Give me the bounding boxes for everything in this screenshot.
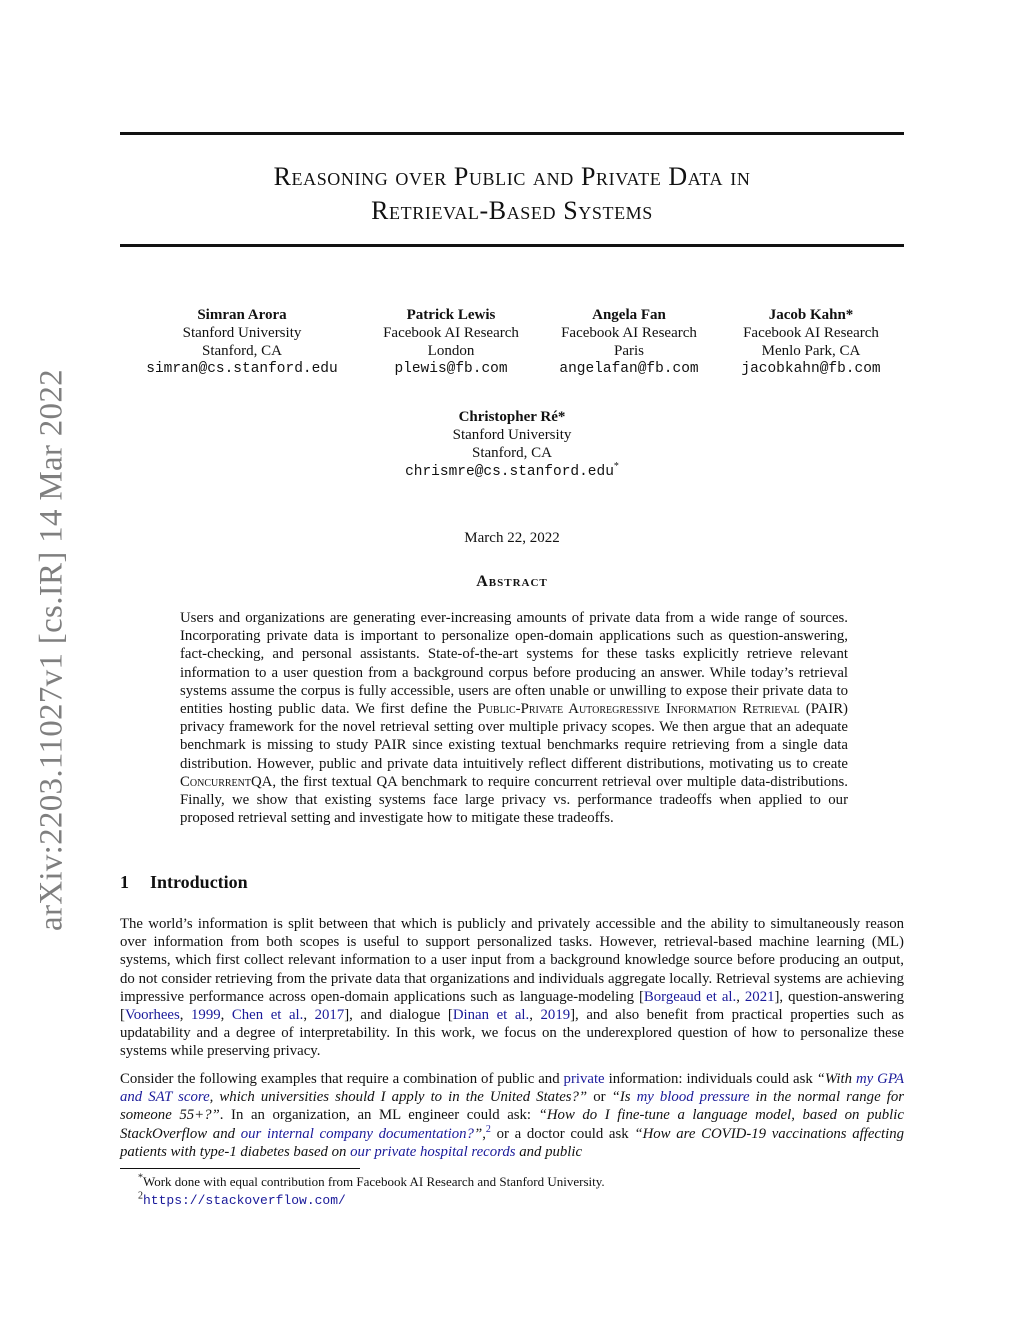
author-affiliation: Stanford University [182,325,302,341]
footnote-mark: * [138,1172,143,1184]
private-data-highlight: my GPA and SAT score [120,1071,905,1106]
citation-link[interactable]: 2017 [314,1007,345,1024]
body-text: . In an organization, an ML engineer could ask: [219,1107,539,1124]
footnote [138,1174,605,1190]
author-email[interactable]: angelafan@fb.com [559,361,699,377]
author-location: Stanford, CA [472,445,552,461]
body-text: information: individuals could ask [604,1071,817,1087]
author-block [397,408,627,481]
author-affiliation: Facebook AI Research [383,325,519,341]
footnote-mark: 2 [138,1190,143,1202]
arxiv-stamp: arXiv:2203.11027v1 [cs.IR] 14 Mar 2022 [33,369,70,931]
footnote-text: Work done with equal contribution from Facebook AI Research and Stanford University. [143,1174,605,1189]
abstract-heading: Abstract [476,573,548,590]
author-location: Menlo Park, CA [761,343,861,359]
quote-text: “How are COVID-19 vaccinations affecting patients with type-1 diabetes based on [120,1125,904,1160]
body-text: The world’s information is split between that which is publicly and privately accessible and the ability to simultaneously reason over information from both scopes is useful to support personalized tasks. However, retrieval-based machine learning (ML) systems, which first collect relevant information to a user input from a background knowledge source before producing an output, do not consider retrieving from the private data that organizations and individuals aggregate locally. Retrieval systems are achieving impressive performance across open-domain applications such as language-modeling [ [120,916,904,1005]
intro-paragraph-2: Consider the following examples that require a combination of public and private information: individuals could ask “With my GPA and SAT score, which universities should I apply to in the United States?” or “Is my blood pressure in the normal range for someone 55+?”. In an organization, an ML engineer could ask: “How do I fine-tune a language model, based on public StackOverflow and our internal company documentation?”,$^2$ or a doctor could ask “How are COVID-19 vaccinations affecting patients with type-1 diabetes based on our private hospital records and public [120,1071,905,1160]
citation-link[interactable]: 2021 [744,988,775,1005]
private-highlight: private [563,1071,605,1087]
body-text: or [587,1089,612,1106]
quote-text: “How do I fine-tune a language model, based on public StackOverflow and [120,1107,904,1142]
quote-text: “Is [611,1089,637,1106]
title-rule-bottom [120,244,904,247]
dataset-name: ConcurrentQA [180,773,273,790]
quote-text: “With [816,1071,856,1087]
title-line-2: Retrieval-Based Systems [371,196,653,225]
footnote-ref[interactable]: 2 [485,1123,491,1135]
citation-link[interactable]: Borgeaud et al. [643,988,737,1005]
title-line-1: Reasoning over Public and Private Data in [273,162,751,191]
author-name: Christopher Ré* [458,409,566,425]
email-footnote-mark: * [613,461,619,472]
author-name: Jacob Kahn* [768,307,854,323]
author-email-line [397,462,627,481]
author-block [696,306,926,378]
body-text: or a doctor could ask [490,1125,635,1142]
framework-name: Public-Private Autoregressive Information Retrieval [477,701,800,718]
author-email[interactable]: simran@cs.stanford.edu [146,361,338,377]
section-heading [120,872,248,893]
author-location: London [427,343,475,359]
citation-link[interactable]: Voorhees [124,1007,180,1024]
citation-link[interactable]: Chen et al. [231,1007,304,1024]
author-email[interactable]: plewis@fb.com [394,361,508,377]
author-location: Stanford, CA [202,343,282,359]
footnote [138,1192,346,1209]
intro-paragraph-1: The world’s information is split between that which is publicly and privately accessible and the ability to simultaneously reason over information from both scopes is useful to support personalized tasks. However, retrieval-based machine learning (ML) systems, which first collect relevant information to a user input from a background knowledge source before producing an output, do not consider retrieving from the private data that organizations and individuals aggregate locally. Retrieval systems are achieving impressive performance across open-domain applications such as language-modeling [Borgeaud et al., 2021], question-answering [Voorhees, 1999, Chen et al., 2017], and dialogue [Dinan et al., 2019], and also benefit from practical properties such as updatability and a degree of interpretability. In this work, we focus on the underexplored question of how to personalize these systems while preserving privacy. [120,916,904,1060]
quote-text: , which universities should I apply to in the United States?” [209,1089,588,1106]
author-affiliation: Facebook AI Research [743,325,879,341]
paper-title [120,160,904,228]
citation-link[interactable]: 2019 [540,1007,571,1024]
author-block [127,306,357,378]
footnote-rule [120,1168,360,1169]
private-data-highlight: our private hospital records [350,1143,516,1160]
citation-link[interactable]: 1999 [191,1007,221,1024]
private-data-highlight: my blood pressure [636,1089,750,1106]
private-data-highlight: our internal company documentation? [240,1125,474,1142]
author-affiliation: Stanford University [452,427,572,443]
author-name: Simran Arora [197,307,287,323]
abstract-text: , the first textual QA benchmark to require concurrent retrieval over multiple data-distributions. Finally, we show that existing systems face large privacy vs. performance tradeoffs when applied to our proposed retrieval setting and investigate how to mitigate these tradeoffs. [180,773,848,827]
quote-text: and public [515,1143,583,1160]
footnote-url-link[interactable]: https://stackoverflow.com/ [143,1193,346,1208]
section-number: 1 [120,872,129,892]
author-location: Paris [614,343,644,359]
section-title: Introduction [150,872,248,892]
author-email[interactable]: chrismre@cs.stanford.edu [405,464,614,480]
abstract-text: Users and organizations are generating ever-increasing amounts of private data from a wide range of sources. Incorporating private data is important to personalize open-domain applications such as question-answering, fact-checking, and personal assistants. State-of-the-art systems for these tasks explicitly retrieve relevant information to a user question from a background corpus before producing an answer. While today’s retrieval systems assume the corpus is fully accessible, users are often unable or unwilling to expose their private data to entities hosting public data. We first define the [180,610,848,718]
author-affiliation: Facebook AI Research [561,325,697,341]
body-text: ], and dialogue [ [344,1007,453,1024]
title-rule-top [120,132,904,135]
author-name: Patrick Lewis [406,307,496,323]
quote-text: in the normal range for someone 55+?” [120,1089,904,1124]
body-text: Consider the following examples that require a combination of public and [120,1071,564,1087]
abstract-text: (PAIR) privacy framework for the novel retrieval setting over multiple privacy scopes. We then argue that an adequate benchmark is missing to study PAIR since existing textual benchmarks require retrieving from a single data distribution. However, public and private data intuitively reflect different distributions, motivating us to create [180,701,848,772]
body-text: ], question-answering [ [120,988,904,1024]
body-text: ], and also benefit from practical properties such as updatability and a degree of interpretability. In this work, we focus on the underexplored question of how to personalize these systems while preserving privacy. [120,1007,904,1060]
author-email[interactable]: jacobkahn@fb.com [741,361,881,377]
author-name: Angela Fan [592,307,666,323]
abstract-body [180,609,848,827]
paper-date: March 22, 2022 [464,530,560,546]
citation-link[interactable]: Dinan et al. [452,1007,530,1024]
quote-text: ” [473,1125,483,1142]
